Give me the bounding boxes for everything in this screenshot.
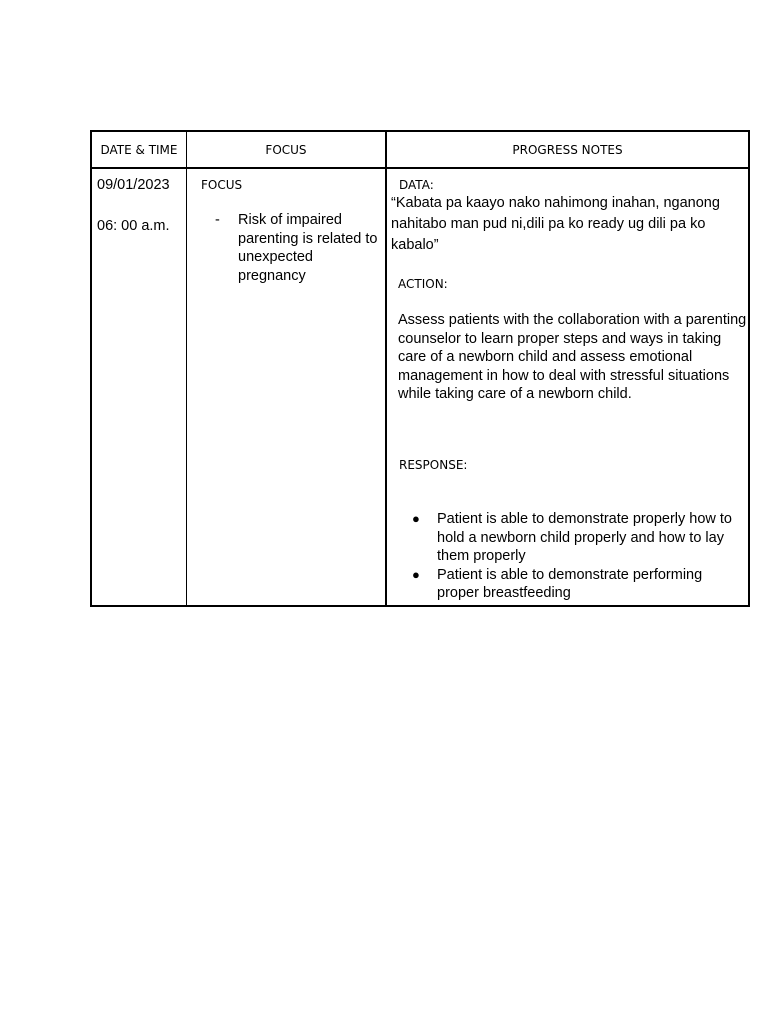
response-text: Patient is able to demonstrate properly how to hold a newborn child properly and how to lay them properly: [437, 511, 732, 564]
progress-notes-table: [90, 130, 750, 607]
bullet-icon: ●: [412, 511, 420, 526]
list-item: [412, 510, 748, 566]
column-divider: [186, 132, 187, 605]
entry-time: 06: 00 a.m.: [97, 218, 170, 234]
list-item: [412, 566, 748, 603]
data-text: “Kabata pa kaayo nako nahimong inahan, nganong nahitabo man pud ni,dili pa ko ready ug dili pa ko kabalo”: [391, 195, 720, 253]
focus-label: FOCUS: [201, 178, 243, 192]
data-label: DATA:: [399, 178, 434, 192]
focus-text: Risk of impaired parenting is related to unexpected pregnancy: [238, 212, 378, 284]
response-list: [412, 510, 748, 603]
header-divider: [92, 167, 748, 169]
action-text: Assess patients with the collaboration with a parenting counselor to learn proper steps and ways in taking care of a newborn child and assess emotional management in how to deal with stressful situations while taking care of a newborn child.: [398, 312, 747, 402]
column-divider: [385, 132, 387, 605]
entry-date: 09/01/2023: [97, 177, 170, 193]
response-label: RESPONSE:: [399, 458, 468, 472]
focus-bullet: -: [215, 212, 220, 228]
header-date-time: DATE & TIME: [100, 142, 178, 157]
action-label: ACTION:: [398, 277, 448, 291]
bullet-icon: ●: [412, 566, 420, 582]
header-focus: FOCUS: [265, 142, 307, 157]
response-text: Patient is able to demonstrate performing proper breastfeeding: [437, 566, 703, 601]
header-progress-notes: PROGRESS NOTES: [512, 142, 623, 157]
